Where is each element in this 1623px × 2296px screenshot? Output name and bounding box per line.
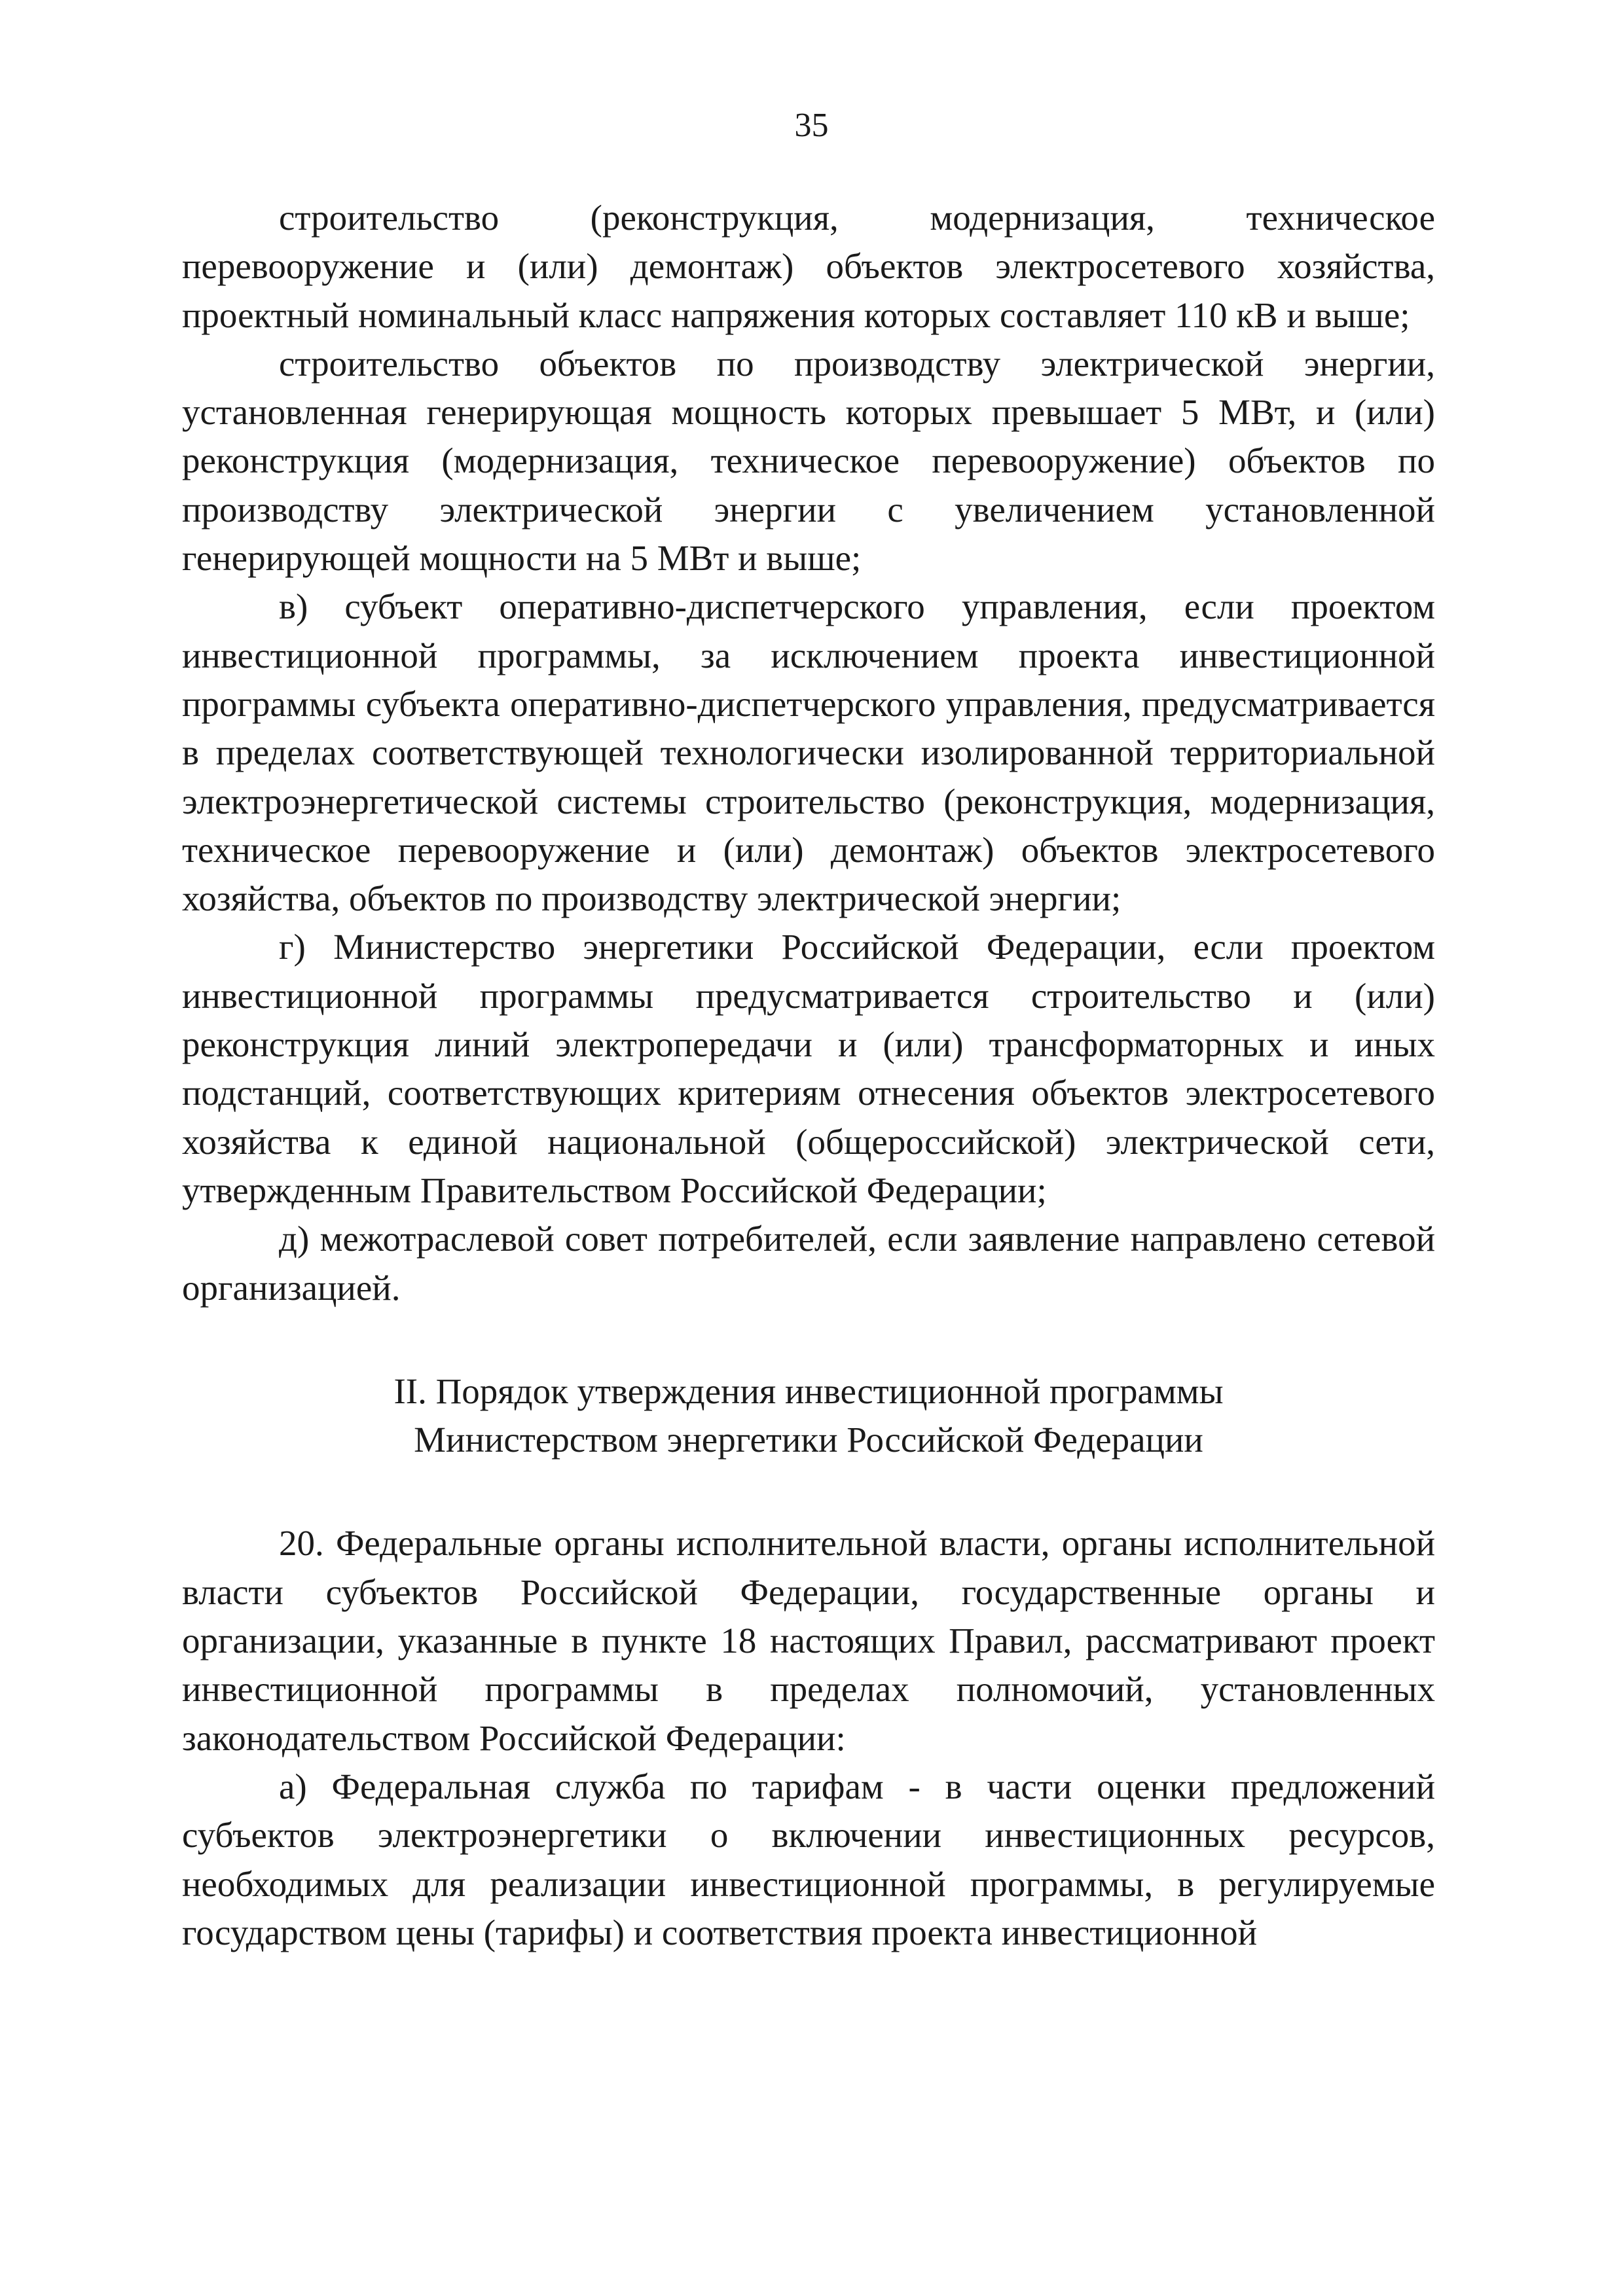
page-number: 35 [794,107,829,144]
paragraph-item-g: г) Министерство энергетики Российской Федерации, если проектом инвестиционной программы предусматривается строительство и (или) реконструкция линий электропередачи и (или) трансформаторных и иных подстанций, соответствующих критериям отнесения объектов электросетевого хозяйства к единой национальной (общероссийской) электрической сети, утвержденным Правительством Российской Федерации; [182,927,1435,1210]
section-heading-line-1: II. Порядок утверждения инвестиционной программы [393,1371,1224,1411]
paragraph-construction-grid: строительство (реконструкция, модернизация, техническое перевооружение и (или) демонтаж) объектов электросетевого хозяйства, проектный номинальный класс напряжения которых составляет 110 кВ и выше; [182,198,1435,335]
section-heading-line-2: Министерством энергетики Российской Федерации [414,1420,1203,1460]
paragraph-construction-generation: строительство объектов по производству электрической энергии, установленная генерирующая мощность которых превышает 5 МВт, и (или) реконструкция (модернизация, техническое перевооружение) объектов по производству электрической энергии с увеличением установленной генерирующей мощности на 5 МВт и выше; [182,343,1435,579]
paragraph-item-d: д) межотраслевой совет потребителей, если заявление направлено сетевой организацией. [182,1219,1435,1308]
paragraph-item-v: в) субъект оперативно-диспетчерского управления, если проектом инвестиционной программы, за исключением проекта инвестиционной программы субъекта оперативно-диспетчерского управления, предусматривается в пределах соответствующей технологически изолированной территориальной электроэнергетической системы строительство (реконструкция, модернизация, техническое перевооружение и (или) демонтаж) объектов электросетевого хозяйства, объектов по производству электрической энергии; [182,586,1435,919]
section-heading [182,1367,1435,1465]
document-body [182,194,1435,1957]
paragraph-item-a: а) Федеральная служба по тарифам - в части оценки предложений субъектов электроэнергетики о включении инвестиционных ресурсов, необходимых для реализации инвестиционной программы, в регулируемые государством цены (тарифы) и соответствия проекта инвестиционной [182,1766,1435,1952]
paragraph-item-20: 20. Федеральные органы исполнительной власти, органы исполнительной власти субъектов Российской Федерации, государственные органы и организации, указанные в пункте 18 настоящих Правил, рассматривают проект инвестиционной программы в пределах полномочий, установленных законодательством Российской Федерации: [182,1523,1435,1758]
